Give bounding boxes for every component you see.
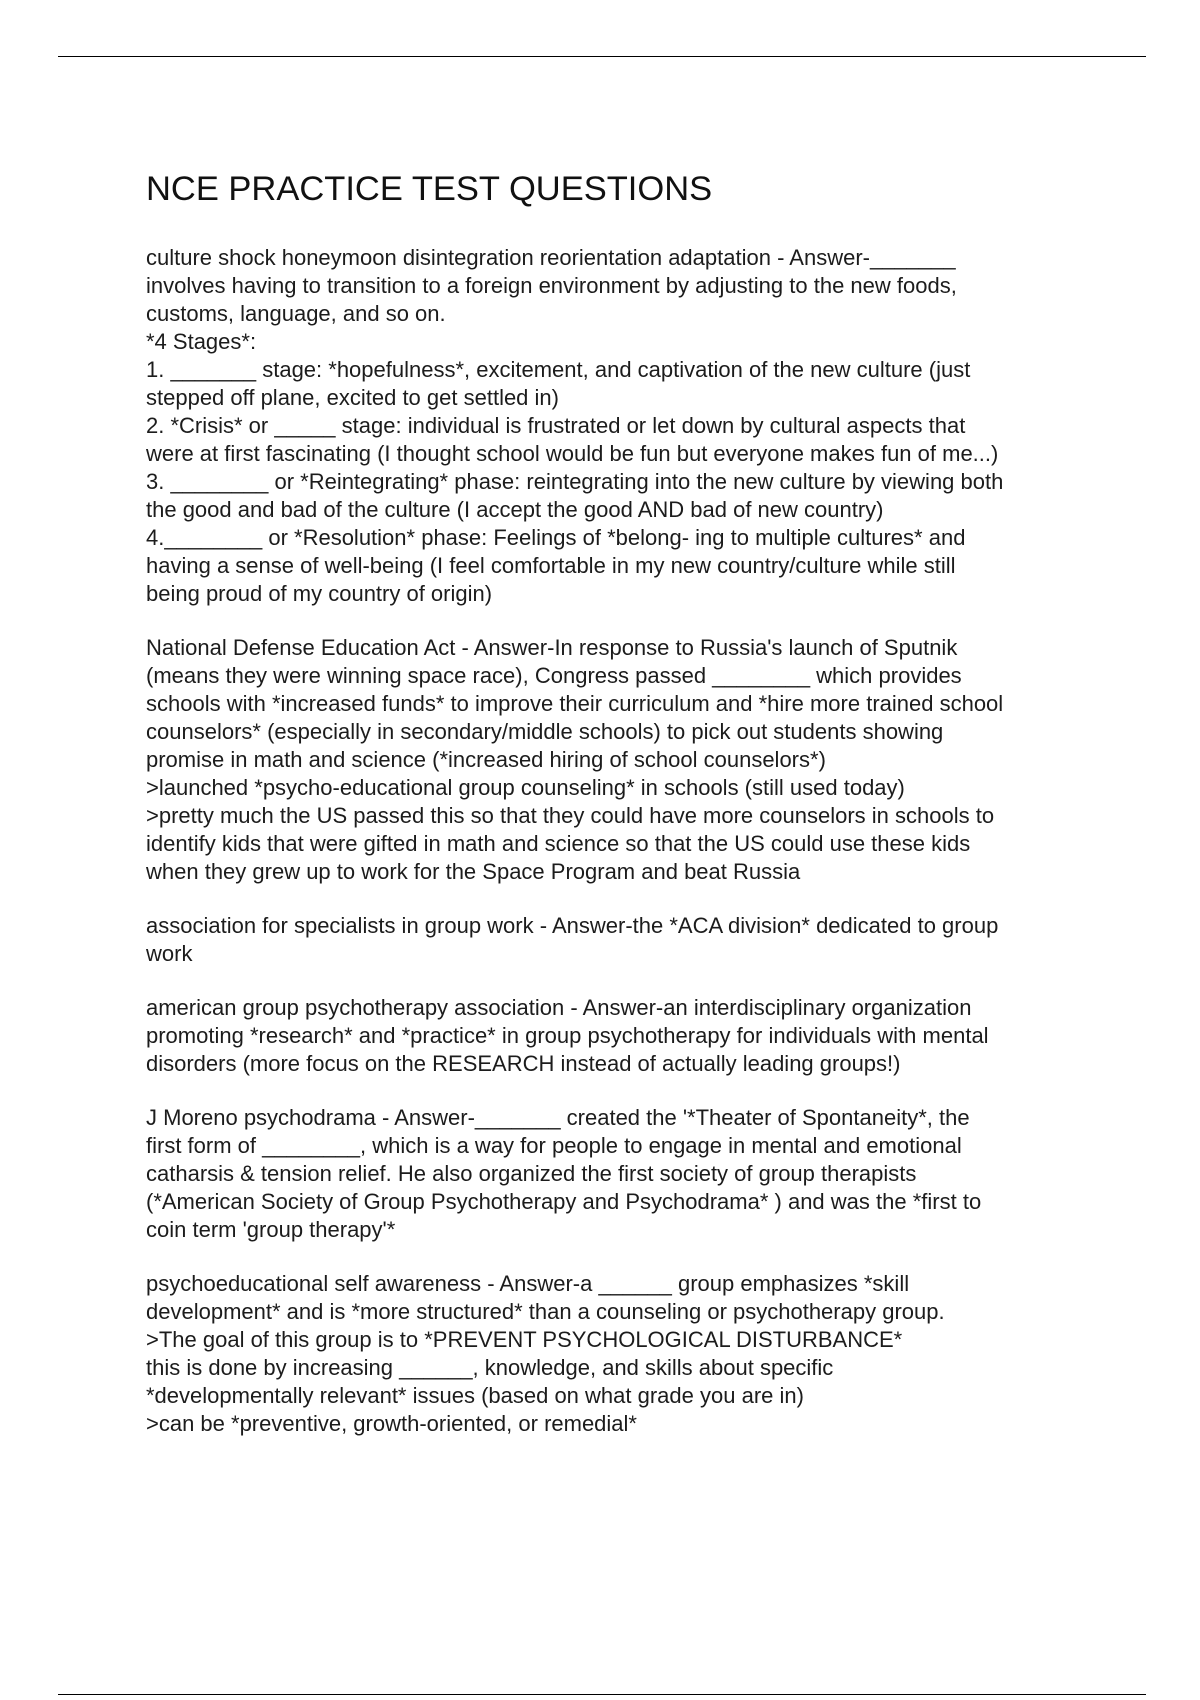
qa-entry-psychoeducational: [146, 1270, 1096, 1438]
text-line: coin term 'group therapy'*: [146, 1216, 396, 1242]
text-line: promise in math and science (*increased hiring of school counselors*): [146, 746, 826, 772]
qa-entry-moreno: [146, 1104, 1096, 1244]
text-line: being proud of my country of origin): [146, 580, 493, 606]
text-line: first form of ________, which is a way for people to engage in mental and emotional: [146, 1132, 962, 1158]
text-line: >launched *psycho-educational group counseling* in schools (still used today): [146, 774, 905, 800]
text-line: psychoeducational self awareness - Answer-a ______ group emphasizes *skill: [146, 1270, 910, 1296]
text-line: having a sense of well-being (I feel comfortable in my new country/culture while still: [146, 552, 956, 578]
text-line: >pretty much the US passed this so that they could have more counselors in schools to: [146, 802, 995, 828]
text-line: 4.________ or *Resolution* phase: Feelings of *belong- ing to multiple cultures* and: [146, 524, 966, 550]
qa-entry-agpa: [146, 994, 1096, 1078]
text-line: when they grew up to work for the Space Program and beat Russia: [146, 858, 801, 884]
text-line: were at first fascinating (I thought school would be fun but everyone makes fun of me...): [146, 440, 999, 466]
text-line: National Defense Education Act - Answer-In response to Russia's launch of Sputnik: [146, 634, 958, 660]
text-line: counselors* (especially in secondary/middle schools) to pick out students showing: [146, 718, 944, 744]
text-line: association for specialists in group work - Answer-the *ACA division* dedicated to group: [146, 912, 999, 938]
text-line: J Moreno psychodrama - Answer-_______ created the '*Theater of Spontaneity*, the: [146, 1104, 970, 1130]
text-line: 3. ________ or *Reintegrating* phase: reintegrating into the new culture by viewing both: [146, 468, 1004, 494]
text-line: american group psychotherapy association - Answer-an interdisciplinary organization: [146, 994, 972, 1020]
text-line: 2. *Crisis* or _____ stage: individual is frustrated or let down by cultural aspects that: [146, 412, 966, 438]
text-line: *developmentally relevant* issues (based on what grade you are in): [146, 1382, 804, 1408]
text-line: catharsis & tension relief. He also organized the first society of group therapists: [146, 1160, 917, 1186]
text-line: development* and is *more structured* than a counseling or psychotherapy group.: [146, 1298, 945, 1324]
text-line: customs, language, and so on.: [146, 300, 446, 326]
text-line: *4 Stages*:: [146, 328, 257, 354]
text-line: stepped off plane, excited to get settled in): [146, 384, 559, 410]
text-line: (*American Society of Group Psychotherapy and Psychodrama* ) and was the *first to: [146, 1188, 982, 1214]
footer-rule: [58, 1694, 1146, 1695]
text-line: involves having to transition to a foreign environment by adjusting to the new foods,: [146, 272, 957, 298]
text-line: disorders (more focus on the RESEARCH instead of actually leading groups!): [146, 1050, 901, 1076]
text-line: identify kids that were gifted in math and science so that the US could use these kids: [146, 830, 971, 856]
text-line: >can be *preventive, growth-oriented, or remedial*: [146, 1410, 637, 1436]
document-title: NCE PRACTICE TEST QUESTIONS: [146, 170, 713, 208]
text-line: the good and bad of the culture (I accept the good AND bad of new country): [146, 496, 884, 522]
text-line: >The goal of this group is to *PREVENT PSYCHOLOGICAL DISTURBANCE*: [146, 1326, 903, 1352]
text-line: 1. _______ stage: *hopefulness*, excitement, and captivation of the new culture (just: [146, 356, 971, 382]
text-line: culture shock honeymoon disintegration reorientation adaptation - Answer-_______: [146, 244, 956, 270]
text-line: promoting *research* and *practice* in group psychotherapy for individuals with mental: [146, 1022, 989, 1048]
text-line: schools with *increased funds* to improve their curriculum and *hire more trained school: [146, 690, 1004, 716]
text-line: work: [146, 940, 193, 966]
qa-entry-culture-shock: [146, 244, 1096, 608]
document-body: [146, 170, 1096, 1464]
text-line: (means they were winning space race), Congress passed ________ which provides: [146, 662, 962, 688]
qa-entry-asgw: [146, 912, 1096, 968]
text-line: this is done by increasing ______, knowledge, and skills about specific: [146, 1354, 834, 1380]
header-rule: [58, 56, 1146, 57]
qa-entry-ndea: [146, 634, 1096, 886]
